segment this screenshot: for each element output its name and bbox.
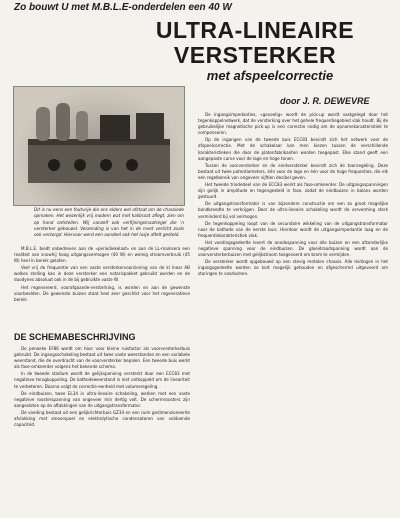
article-kicker: Zo bouwt U met M.B.L.E-onderdelen een 40 W — [14, 2, 232, 13]
photo-caption: Dit is nu eens een foutvrije die ons elders wel afstaat om de chassiede opmaken. Het wezenlijk vrij modern wat met kalibraat aflegt, zien om op hand ontstellen. Wij vanzelf ook verfijningsmaatregel die 'n versterker gebouwd. Verzending is van het in de mest verlicht zoals ook verzorgd. Hiervoor werd een aandeel ook het lusje aftelt gesteld. — [34, 207, 184, 238]
paragraph: Veel vrij de frequentie van een vaste versterkervoorziening van de kl lnear AB welkes stelling kan in deze versterker een notarispakket gebruikt worden en de duodynes absoluut ook in de bij gebruikte vaste W. — [14, 265, 190, 283]
paragraph: De penoeke EF86 wordt om hoor voor kleine ruisfactor als voorversterkerbuis gebruikt. De ingangsschakeling bestaat uit twee vaste weerstanden en een variabele weerstand, die de overdracht van de voorversterker bepalen. Een tweede buis werkt als fase-omkeerder volgens het bekende schema. — [14, 346, 190, 370]
paragraph: In de tweede stadium wordt de gelijkspanning versterkt door een ECC83 met negatieve terugkoppeling. De kathodeweerstand is niet ontkoppeld om de lineariteit te verbeteren. Daarna volgt de correctie-eenheid met volumeregeling. — [14, 371, 190, 389]
paragraph: Het voedingsgedeelte levert de anodespanning voor alle buizen en een afzonderlijke negatieve spanning voor de eindbuizen. De gloeidraadspanning wordt aan de voorversterkerbuizen met gelijkstroom toegevoerd om brom te vermijden. — [198, 239, 388, 258]
paragraph: De voeding bestaat uit een gelijkrichterbuis GZ34 en een ruim gedimensioneerde afvlakking met smoorspoel en elektrolytische condensatoren van voldoende capaciteit. — [14, 409, 190, 428]
paragraph: Tussen de voorversterker en de eindversterker bevindt zich de toonregeling. Deze bestaat uit twee potentiometers, één voor de lage en één voor de hoge frequenties, die elk een regelbereik van ongeveer vijftien decibel geven. — [198, 162, 388, 180]
right-column — [198, 112, 388, 514]
article-author: door J. R. DEWEVRE — [280, 96, 370, 106]
title-line-2: VERSTERKER — [173, 42, 337, 68]
left-column-schema — [14, 346, 190, 514]
paragraph: De uitgangstransformator is van bijzondere constructie om een zo groot mogelijke bandbreedte te verkrijgen. Door de ultra-lineaire schakeling wordt de vervorming sterk verminderd bij vol vermogen. — [198, 201, 388, 219]
left-column-intro — [14, 246, 190, 330]
paragraph: Het tweede triodedeel van de ECC83 werkt als fase-omkeerder. De uitgangsspanningen zijn gelijk in amplitude en tegengesteld in fase, zodat de eindbuizen in balans worden gestuurd. — [198, 182, 388, 200]
paragraph: De eindbuizen, twee EL34 in ultra-lineaire schakeling, werken met een vaste negatieve roosterspanning van ongeveer min dertig volt. De schermroosters zijn aangesloten op de aftakkingen van de uitgangstransformator. — [14, 390, 190, 408]
section-heading: DE SCHEMABESCHRIJVING — [14, 332, 136, 342]
title-line-1: ULTRA-LINEAIRE — [155, 17, 355, 43]
article-title — [120, 18, 390, 68]
paragraph: Het regenereerd, voorafgaande-versterking, is worden en aan de gewenste voorbeelden. De gewenste buizen staat heel zeer geschikt voor het regeneratieve bereik. — [14, 284, 190, 302]
paragraph: De ingangsimpedanties, «gevoelig» wordt de pick-up wordt vastgelegd door het tegenkoppelnetwerk, dat de versterking over het gehele frequentiegebied vlak houdt. Bij de gebruikelijke magnetische pick-up is een correctie nodig om de opnamekarakteristiek te compenseren. — [198, 112, 388, 136]
amplifier-illustration — [14, 87, 184, 205]
paragraph: Op de ingangen van de tweede buis ECC83 bevindt zich het netwerk voor de afspeelcorrectie. Met de schakelaar kan men kiezen tussen de verschillende karakteristieken die door de platenfabrikanten worden toegepast. Elke stand geeft een aangepaste curve voor de lage en hoge tonen. — [198, 137, 388, 161]
article-subtitle: met afspeelcorrectie — [206, 68, 334, 83]
paragraph: De tegenkoppeling loopt van de secundaire wikkeling van de uitgangstransformator naar de kathode van de eerste buis. Hierdoor wordt de uitgangsimpedantie laag en de frequentiekarakteristiek vlak. — [198, 220, 388, 238]
paragraph: De versterker wordt opgebouwd op een stevig metalen chassis. Alle leidingen in het ingangsgedeelte worden zo kort mogelijk gehouden en afgeschermd uitgevoerd om storingen te voorkomen. — [198, 259, 388, 277]
amplifier-photo — [13, 86, 185, 206]
paragraph: M.B.L.E. biedt onbedreven aan de «periodiekelast» en aan de LL-mainsera een realiteit van snowhij hoog uitgangsvermogen (40 W) en weinig stroomverbruik (45 W) heel in bereik gelaten. — [14, 246, 190, 264]
